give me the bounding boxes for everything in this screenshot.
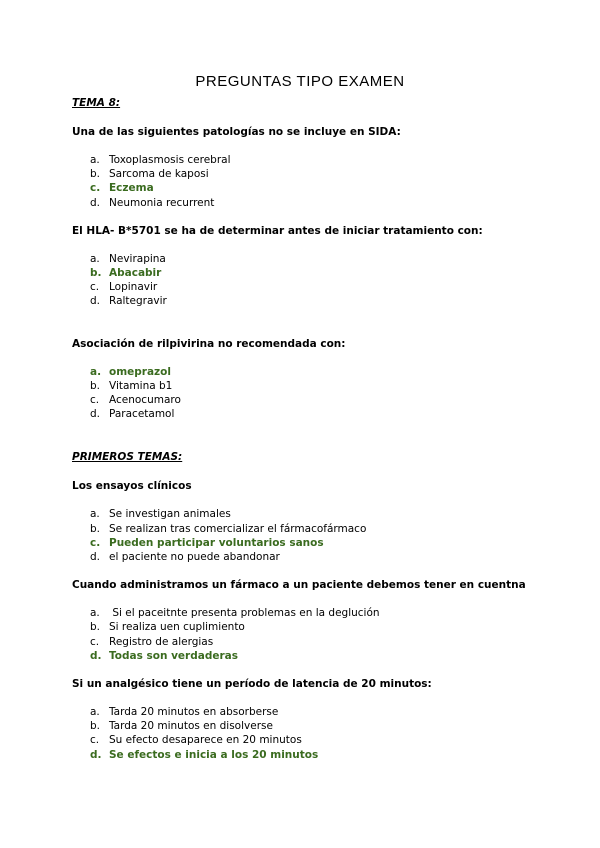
option-letter: a. bbox=[90, 154, 100, 166]
question-text: Los ensayos clínicos bbox=[72, 480, 192, 493]
option-item bbox=[72, 606, 542, 620]
option-text: Se efectos e inicia a los 20 minutos bbox=[109, 748, 319, 761]
option-text: Vitamina b1 bbox=[109, 379, 173, 392]
option-text: el paciente no puede abandonar bbox=[109, 551, 280, 564]
option-text: Todas son verdaderas bbox=[109, 649, 238, 662]
option-letter: a. bbox=[90, 365, 102, 378]
option-letter: d. bbox=[90, 408, 101, 421]
option-item bbox=[72, 719, 542, 733]
option-item bbox=[72, 196, 542, 210]
option-item bbox=[72, 649, 542, 663]
option-letter: c. bbox=[90, 394, 100, 407]
option-letter: b. bbox=[90, 267, 102, 280]
option-letter: c. bbox=[90, 182, 101, 195]
option-text: Su efecto desaparece en 20 minutos bbox=[109, 734, 302, 747]
option-item bbox=[72, 550, 542, 564]
option-letter: a. bbox=[90, 252, 100, 265]
option-letter: c. bbox=[90, 536, 101, 549]
option-text: Se realizan tras comercializar el fármacofármaco bbox=[109, 522, 367, 535]
option-item bbox=[72, 705, 542, 719]
option-letter: d. bbox=[90, 196, 101, 209]
option-item bbox=[72, 252, 542, 266]
option-text: Abacabir bbox=[109, 267, 162, 280]
option-item bbox=[72, 635, 542, 649]
option-letter: d. bbox=[90, 649, 102, 662]
option-letter: c. bbox=[90, 734, 100, 747]
option-item bbox=[72, 620, 542, 634]
option-item bbox=[72, 153, 542, 167]
option-item bbox=[72, 748, 542, 762]
option-list bbox=[72, 705, 542, 762]
option-text: Si realiza uen cuplimiento bbox=[109, 621, 245, 634]
option-text: Paracetamol bbox=[109, 408, 175, 421]
option-text: Si el paceitnte presenta problemas en la deglución bbox=[109, 607, 380, 620]
option-text: Acenocumaro bbox=[109, 394, 181, 407]
option-text: Se investigan animales bbox=[109, 508, 231, 521]
option-item bbox=[72, 167, 542, 181]
option-text: Neumonia recurrent bbox=[109, 196, 215, 209]
option-list bbox=[72, 606, 542, 663]
option-text: Toxoplasmosis cerebral bbox=[109, 154, 231, 166]
option-letter: a. bbox=[90, 607, 100, 620]
option-list bbox=[72, 507, 542, 564]
option-letter: a. bbox=[90, 706, 100, 719]
option-list bbox=[72, 365, 542, 422]
option-text: omeprazol bbox=[109, 365, 171, 378]
section-heading: PRIMEROS TEMAS: bbox=[72, 451, 183, 464]
section-primeros-temas bbox=[72, 450, 542, 761]
option-item bbox=[72, 733, 542, 747]
option-letter: c. bbox=[90, 635, 100, 648]
option-text: Pueden participar voluntarios sanos bbox=[109, 536, 324, 549]
option-letter: d. bbox=[90, 551, 101, 564]
option-item bbox=[72, 280, 542, 294]
option-text: Raltegravir bbox=[109, 295, 167, 308]
question-text: Cuando administramos un fármaco a un paciente debemos tener en cuentna bbox=[72, 579, 526, 592]
section-heading: TEMA 8: bbox=[72, 97, 121, 109]
option-item bbox=[72, 181, 542, 195]
question-text: Asociación de rilpivirina no recomendada con: bbox=[72, 337, 346, 350]
option-item bbox=[72, 266, 542, 280]
option-letter: d. bbox=[90, 295, 101, 308]
option-letter: b. bbox=[90, 522, 101, 535]
option-letter: b. bbox=[90, 379, 101, 392]
option-text: Nevirapina bbox=[109, 252, 166, 265]
option-item bbox=[72, 379, 542, 393]
option-text: Lopinavir bbox=[109, 281, 158, 294]
option-item bbox=[72, 522, 542, 536]
option-item bbox=[72, 294, 542, 308]
document-body bbox=[72, 96, 542, 762]
option-text: Sarcoma de kaposi bbox=[109, 168, 209, 181]
option-text: Tarda 20 minutos en absorberse bbox=[109, 706, 279, 719]
option-text: Tarda 20 minutos en disolverse bbox=[109, 720, 273, 733]
section-tema-8 bbox=[72, 96, 542, 421]
option-list bbox=[72, 153, 542, 210]
option-letter: b. bbox=[90, 621, 101, 634]
option-item bbox=[72, 407, 542, 421]
option-letter: d. bbox=[90, 748, 102, 761]
option-letter: c. bbox=[90, 281, 100, 294]
question-text: Una de las siguientes patologías no se incluye en SIDA: bbox=[72, 126, 401, 138]
option-letter: b. bbox=[90, 168, 101, 181]
option-item bbox=[72, 536, 542, 550]
option-text: Eczema bbox=[109, 182, 154, 195]
option-letter: a. bbox=[90, 508, 100, 521]
option-item bbox=[72, 365, 542, 379]
option-letter: b. bbox=[90, 720, 101, 733]
option-text: Registro de alergias bbox=[109, 635, 214, 648]
option-item bbox=[72, 393, 542, 407]
option-list bbox=[72, 252, 542, 309]
page-title: PREGUNTAS TIPO EXAMEN bbox=[195, 73, 405, 90]
question-text: Si un analgésico tiene un período de latencia de 20 minutos: bbox=[72, 678, 432, 691]
question-text: El HLA- B*5701 se ha de determinar antes de iniciar tratamiento con: bbox=[72, 224, 483, 237]
option-item bbox=[72, 507, 542, 521]
